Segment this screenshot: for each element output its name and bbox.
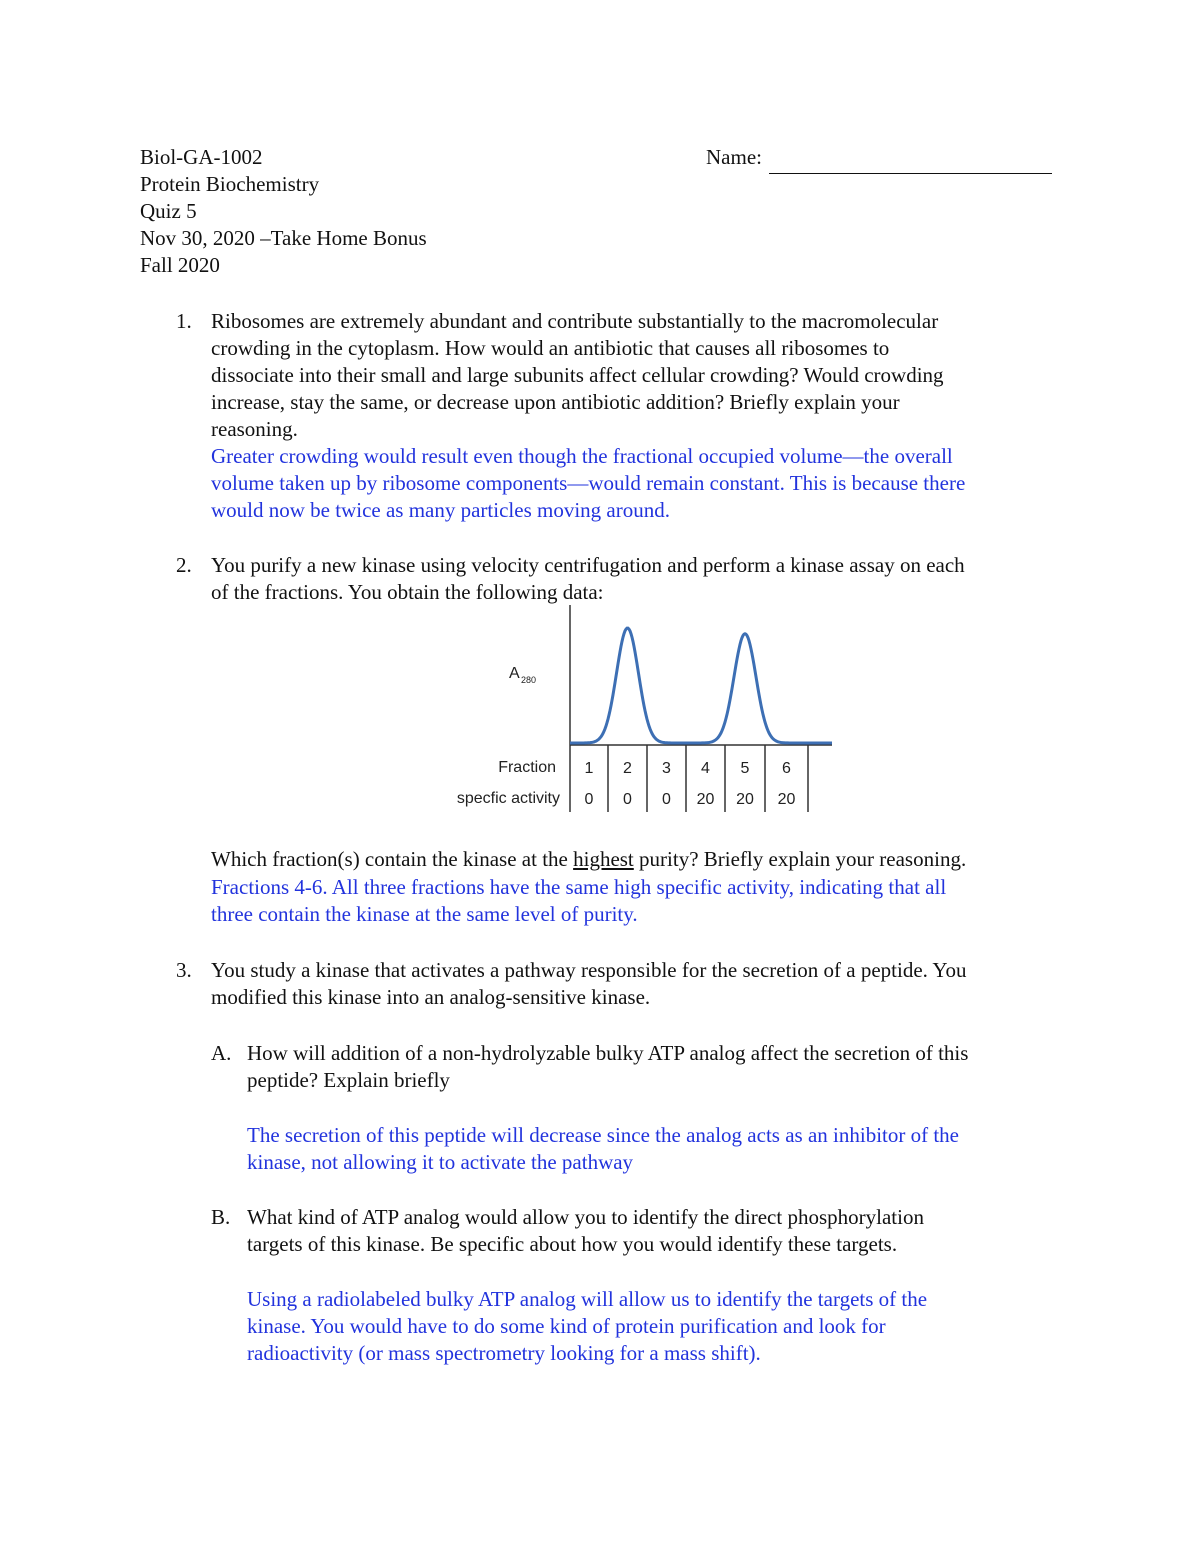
q2-answer-line: three contain the kinase at the same level of purity.	[211, 902, 638, 926]
q3-part-b-letter: B.	[211, 1205, 231, 1229]
fraction-label: 4	[701, 760, 710, 777]
q1-number: 1.	[176, 309, 192, 333]
q3b-answer-line: kinase. You would have to do some kind of protein purification and look for	[247, 1314, 886, 1338]
specific-activity-value: 20	[777, 791, 796, 808]
specific-activity-value: 0	[662, 791, 671, 808]
q3b-line: targets of this kinase. Be specific about how you would identify these targets.	[247, 1232, 898, 1256]
fraction-row-label: Fraction	[498, 759, 556, 776]
y-axis-label: A	[509, 665, 520, 682]
q1-line: dissociate into their small and large subunits affect cellular crowding? Would crowding	[211, 363, 944, 387]
fraction-label: 3	[662, 760, 671, 777]
fraction-label: 1	[584, 760, 594, 777]
q2-answer-line: Fractions 4-6. All three fractions have the same high specific activity, indicating that all	[211, 875, 947, 899]
q2-subquestion-pre: Which fraction(s) contain the kinase at the	[211, 847, 574, 871]
q3b-answer-line: radioactivity (or mass spectrometry looking for a mass shift).	[247, 1341, 761, 1365]
specific-activity-value: 0	[623, 791, 632, 808]
specific-activity-value: 0	[584, 791, 594, 808]
quiz-title: Quiz 5	[140, 199, 197, 223]
q3a-answer-line: kinase, not allowing it to activate the pathway	[247, 1150, 634, 1174]
q1-answer-line: volume taken up by ribosome components—would remain constant. This is because there	[211, 471, 966, 495]
specific-activity-value: 20	[736, 791, 754, 808]
q3-number: 3.	[176, 958, 192, 982]
a280-elution-chart	[420, 600, 860, 825]
fraction-label: 6	[782, 760, 791, 777]
q2-subquestion-post: purity? Briefly explain your reasoning.	[633, 847, 967, 871]
q1-answer-line: Greater crowding would result even though the fractional occupied volume—the overall	[211, 444, 953, 468]
activity-row-label: specfic activity	[456, 790, 560, 807]
q2-line: You purify a new kinase using velocity centrifugation and perform a kinase assay on each	[211, 553, 965, 577]
quiz-date: Nov 30, 2020 –Take Home Bonus	[140, 226, 427, 250]
q1-line: Ribosomes are extremely abundant and contribute substantially to the macromolecular	[211, 309, 939, 333]
q1-line: crowding in the cytoplasm. How would an antibiotic that causes all ribosomes to	[211, 336, 890, 360]
fraction-label: 2	[623, 760, 632, 777]
q1-line: reasoning.	[211, 417, 298, 441]
a280-curve	[570, 628, 832, 743]
q2-subquestion	[211, 846, 966, 873]
q3b-answer-line: Using a radiolabeled bulky ATP analog will allow us to identify the targets of the	[247, 1287, 928, 1311]
q2-number: 2.	[176, 553, 192, 577]
q3a-line: How will addition of a non-hydrolyzable bulky ATP analog affect the secretion of this	[247, 1041, 969, 1065]
course-code: Biol-GA-1002	[140, 145, 263, 169]
q2-line: of the fractions. You obtain the following data:	[211, 580, 604, 604]
y-axis-label-subscript: 280	[521, 675, 537, 685]
q3-line: modified this kinase into an analog-sensitive kinase.	[211, 985, 651, 1009]
q3b-line: What kind of ATP analog would allow you to identify the direct phosphorylation	[247, 1205, 924, 1229]
q1-answer-line: would now be twice as many particles moving around.	[211, 498, 670, 522]
q3a-line: peptide? Explain briefly	[247, 1068, 450, 1092]
subject-title: Protein Biochemistry	[140, 172, 320, 196]
q3-part-a-letter: A.	[211, 1041, 232, 1065]
name-label: Name:	[706, 145, 762, 169]
fraction-label: 5	[740, 760, 750, 777]
name-blank[interactable]	[769, 173, 1052, 174]
q3a-answer-line: The secretion of this peptide will decrease since the analog acts as an inhibitor of the	[247, 1123, 960, 1147]
q2-subquestion-emphasis: highest	[573, 847, 634, 871]
q3-line: You study a kinase that activates a pathway responsible for the secretion of a peptide. You	[211, 958, 967, 982]
specific-activity-value: 20	[696, 791, 715, 808]
term: Fall 2020	[140, 253, 220, 277]
q1-line: increase, stay the same, or decrease upon antibiotic addition? Briefly explain your	[211, 390, 900, 414]
